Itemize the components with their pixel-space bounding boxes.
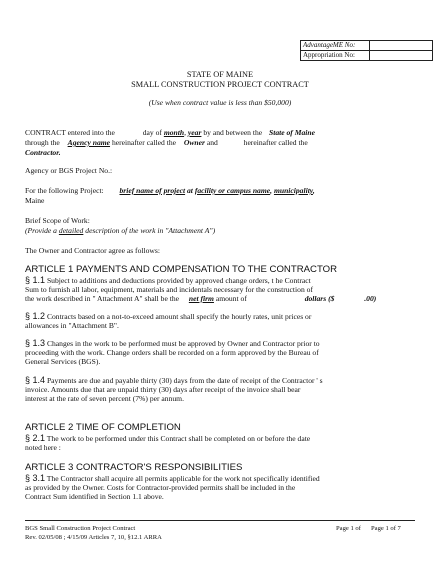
month-placeholder[interactable]: month [163, 128, 185, 137]
contract-value-note: (Use when contract value is less than $50,000) [148, 98, 292, 107]
agency-project-number: Agency or BGS Project No.: [25, 166, 113, 175]
contractor-text: Contractor. [25, 148, 61, 157]
page-number-b: Page 1 of 7 [371, 525, 401, 532]
article-1-heading: ARTICLE 1 PAYMENTS AND COMPENSATION TO THE CONTRACTOR [25, 264, 338, 275]
scope-rest: description of the work in "Attachment A") [85, 226, 216, 235]
section-2-1-line-2: noted here : [25, 443, 61, 452]
section-3-1-text-1: The Contractor shall acquire all permits applicable for the work not specifically identified [46, 474, 320, 483]
section-3-1-line-3: Contract Sum identified in Section 1.1 above. [25, 492, 164, 501]
through-the-text: through the [25, 138, 60, 147]
section-3-1-line-1 [25, 474, 320, 483]
scope-instruction [25, 226, 215, 235]
intro-text: CONTRACT entered into the [25, 128, 115, 137]
owner-text: Owner [183, 138, 205, 147]
section-2-1-label: § 2.1 [25, 433, 46, 443]
section-1-3-text-1: Changes in the work to be performed must be approved by Owner and Contractor prior to [46, 339, 320, 348]
article-3-heading: ARTICLE 3 CONTRACTOR'S RESPONSIBILITIES [25, 462, 243, 473]
section-1-1-line-1 [25, 276, 311, 285]
contract-title: SMALL CONSTRUCTION PROJECT CONTRACT [131, 80, 309, 89]
comma-3: , [312, 186, 315, 195]
section-1-3-line-2: proceeding with the work. Change orders shall be recorded on a form approved by the Bureau of [25, 348, 319, 357]
by-and-between-text: by and between the [203, 128, 263, 137]
municipality-placeholder[interactable]: municipality [273, 186, 313, 195]
section-2-1-text-1: The work to be performed under this Contract shall be completed on or before the date [46, 434, 311, 443]
section-1-2-text-1: Contracts based on a not-to-exceed amount shall specify the hourly rates, unit prices or [46, 312, 312, 321]
section-2-1-line-1 [25, 434, 310, 443]
footer-form-name: BGS Small Construction Project Contract [25, 525, 136, 532]
cents-text: .00) [364, 294, 377, 303]
state-of-maine-text: State of Maine [268, 128, 315, 137]
section-3-1-label: § 3.1 [25, 473, 46, 483]
appropriation-field[interactable] [370, 51, 433, 61]
appropriation-label: Appropriation No: [301, 51, 370, 61]
at-text: at [186, 186, 193, 195]
section-1-4-line-1 [25, 376, 323, 385]
section-1-1-line-2: Sum to furnish all labor, equipment, materials and incidentals necessary for the construction of [25, 285, 313, 294]
amount-of-text: amount of [215, 294, 247, 303]
agree-text: The Owner and Contractor agree as follows: [25, 246, 160, 255]
article-2-heading: ARTICLE 2 TIME OF COMPLETION [25, 422, 181, 433]
intro-line-2 [25, 138, 308, 147]
section-1-1-label: § 1.1 [25, 275, 46, 285]
section-1-2-line-2: allowances in "Attachment B". [25, 321, 119, 330]
scope-label: Brief Scope of Work: [25, 216, 90, 225]
section-1-3-line-1 [25, 339, 320, 348]
hereinafter-text-2: hereinafter called the [243, 138, 308, 147]
footer-revision: Rev. 02/05/08 ; 4/15/09 Articles 7, 10, §12.1 ARRA [25, 534, 162, 541]
page-number-a: Page 1 of [336, 525, 361, 532]
comma-2: , [270, 186, 273, 195]
advantage-me-label: AdvantageME No: [301, 41, 370, 51]
agency-name-placeholder[interactable]: Agency name [67, 138, 111, 147]
section-3-1-line-2: as provided by the Owner. Costs for Contractor-provided permits shall be included in the [25, 483, 296, 492]
footer-divider [25, 520, 415, 521]
project-label: For the following Project: [25, 186, 104, 195]
dollars-text: dollars ($ [304, 294, 335, 303]
section-1-1-text-3: the work described in " Attachment A" shall be the [25, 294, 180, 303]
section-1-2-line-1 [25, 312, 311, 321]
section-1-4-text-1: Payments are due and payable thirty (30) days from the date of receipt of the Contractor ' s [46, 376, 323, 385]
net-firm-text: net firm [188, 294, 214, 303]
section-1-3-line-3: General Services (BGS). [25, 357, 101, 366]
advantage-me-field[interactable] [370, 41, 433, 51]
intro-line-1 [25, 128, 315, 137]
hereinafter-text: hereinafter called the [111, 138, 177, 147]
state-heading: STATE OF MAINE [186, 70, 254, 79]
section-1-4-label: § 1.4 [25, 375, 46, 385]
section-1-1-text-1: Subject to additions and deductions provided by approved change orders, t he Contract [46, 276, 311, 285]
day-of-text: day of [142, 128, 162, 137]
scope-detailed: detailed [58, 226, 84, 235]
maine-text: Maine [25, 196, 45, 205]
comma: , [184, 128, 187, 137]
section-1-4-line-2: invoice. Amounts due that are unpaid thirty (30) days after receipt of the invoice shall bear [25, 385, 301, 394]
section-1-4-line-3: interest at the rate of seven percent (7%) per annum. [25, 394, 184, 403]
section-1-1-line-3 [25, 294, 376, 303]
facility-placeholder[interactable]: facility or campus name [194, 186, 271, 195]
project-name-placeholder[interactable]: brief name of project [119, 186, 186, 195]
section-1-2-label: § 1.2 [25, 311, 46, 321]
section-1-3-label: § 1.3 [25, 338, 46, 348]
reference-number-table [300, 40, 433, 61]
scope-provide: (Provide a [25, 226, 57, 235]
year-placeholder[interactable]: year [187, 128, 202, 137]
project-line [25, 186, 315, 195]
and-text: and [206, 138, 218, 147]
